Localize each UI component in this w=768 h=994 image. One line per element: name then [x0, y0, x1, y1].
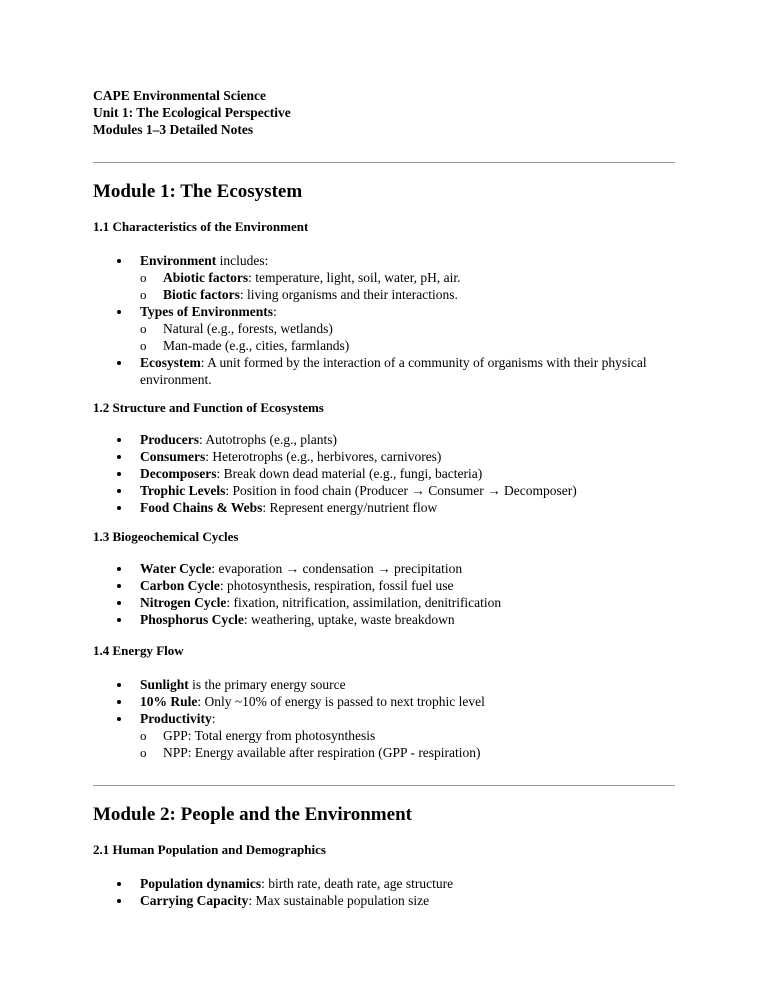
list-item: Carrying Capacity: Max sustainable population size [93, 892, 683, 909]
list-item: Water Cycle: evaporation → condensation → precipitation [93, 560, 683, 577]
list-item: Nitrogen Cycle: fixation, nitrification, assimilation, denitrification [93, 594, 683, 611]
divider-middle [93, 785, 675, 786]
module-2-title: Module 2: People and the Environment [93, 804, 412, 825]
list-item: Producers: Autotrophs (e.g., plants) [93, 431, 683, 448]
list-item: Decomposers: Break down dead material (e.g., fungi, bacteria) [93, 465, 683, 482]
list-item: o GPP: Total energy from photosynthesis [140, 727, 683, 744]
list-item: o NPP: Energy available after respiration (GPP - respiration) [140, 744, 683, 761]
section-1-1-title: 1.1 Characteristics of the Environment [93, 219, 309, 234]
section-2-1-list [93, 875, 683, 909]
list-item: Consumers: Heterotrophs (e.g., herbivores, carnivores) [93, 448, 683, 465]
unit-title: Unit 1: The Ecological Perspective [93, 105, 291, 120]
list-item: Phosphorus Cycle: weathering, uptake, waste breakdown [93, 611, 683, 628]
module-1-title: Module 1: The Ecosystem [93, 181, 303, 202]
section-1-3-list [93, 560, 683, 628]
list-item: Types of Environments: o Natural (e.g., forests, wetlands) o Man-made (e.g., cities, farmlands) [93, 303, 683, 354]
section-2-1-title: 2.1 Human Population and Demographics [93, 842, 326, 857]
divider-top [93, 162, 675, 163]
list-item: Carbon Cycle: photosynthesis, respiration, fossil fuel use [93, 577, 683, 594]
list-item: Productivity: o GPP: Total energy from photosynthesis o NPP: Energy available after respiration (GPP - respiration) [93, 710, 683, 761]
list-item: Ecosystem: A unit formed by the interaction of a community of organisms with their physical environment. [93, 354, 683, 388]
list-item: o Biotic factors: living organisms and their interactions. [140, 286, 683, 303]
list-item: o Natural (e.g., forests, wetlands) [140, 320, 683, 337]
list-item: Trophic Levels: Position in food chain (Producer → Consumer → Decomposer) [93, 482, 683, 499]
list-item: Population dynamics: birth rate, death rate, age structure [93, 875, 683, 892]
section-1-3-title: 1.3 Biogeochemical Cycles [93, 529, 239, 544]
section-1-1-list [93, 252, 683, 388]
list-item: o Abiotic factors: temperature, light, soil, water, pH, air. [140, 269, 683, 286]
section-1-4-title: 1.4 Energy Flow [93, 643, 184, 658]
list-item: Sunlight is the primary energy source [93, 676, 683, 693]
list-item: 10% Rule: Only ~10% of energy is passed to next trophic level [93, 693, 683, 710]
course-title: CAPE Environmental Science [93, 88, 266, 103]
list-item: o Man-made (e.g., cities, farmlands) [140, 337, 683, 354]
list-item: Food Chains & Webs: Represent energy/nutrient flow [93, 499, 683, 516]
document-header [93, 87, 291, 138]
section-1-2-title: 1.2 Structure and Function of Ecosystems [93, 400, 324, 415]
notes-title: Modules 1–3 Detailed Notes [93, 122, 254, 137]
section-1-4-list [93, 676, 683, 761]
list-item: Environment includes: o Abiotic factors: temperature, light, soil, water, pH, air. o Biotic factors: living organisms and their interactions. [93, 252, 683, 303]
section-1-2-list [93, 431, 683, 516]
